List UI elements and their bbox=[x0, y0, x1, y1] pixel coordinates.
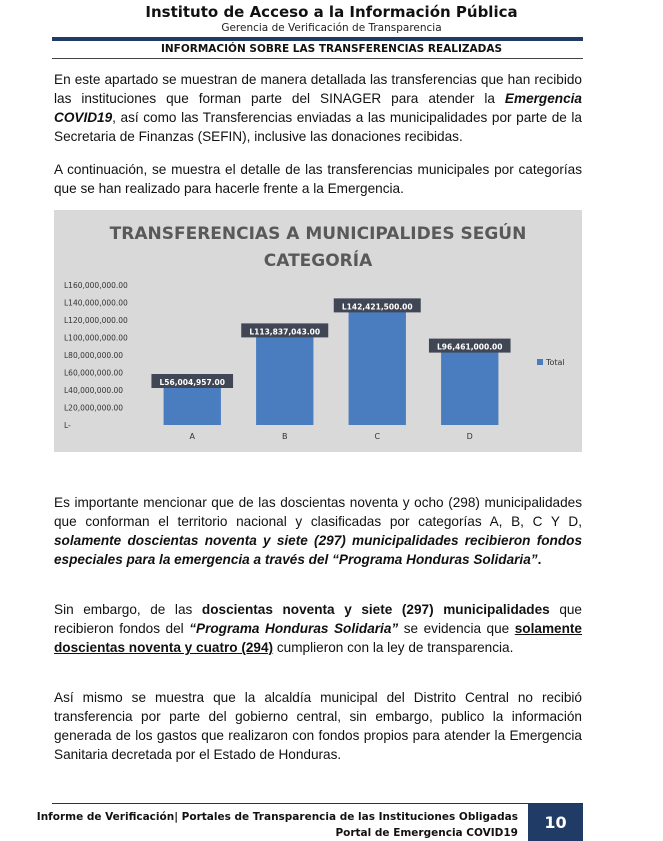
comp-text-e: se evidencia que bbox=[398, 621, 515, 636]
comp-program-name: “Programa Honduras Solidaria” bbox=[189, 621, 399, 636]
footer-report-name: Informe de Verificación| Portales de Transparencia de las Instituciones Obligadas bbox=[36, 811, 518, 823]
paragraph-municipalities bbox=[54, 493, 582, 569]
intro-text-a: En este apartado se muestran de manera detallada las transferencias que han recibido las instituciones que forman parte del SINAGER para atender la bbox=[54, 72, 582, 106]
page-number: 10 bbox=[528, 804, 583, 841]
bar-category-d bbox=[441, 341, 498, 425]
muni-text-c: . bbox=[537, 552, 542, 567]
y-tick-label: L120,000,000.00 bbox=[64, 316, 128, 325]
x-tick-label: B bbox=[282, 432, 288, 441]
x-tick-label: C bbox=[374, 432, 381, 441]
x-tick-label: A bbox=[189, 432, 195, 441]
transfer-chart bbox=[54, 210, 582, 452]
report-title: Instituto de Acceso a la Información Pública bbox=[145, 3, 518, 21]
footer-rule bbox=[52, 803, 583, 804]
chart-title-line-1: TRANSFERENCIAS A MUNICIPALIDES SEGÚN bbox=[109, 224, 527, 244]
intro-text-c: , así como las Transferencias enviadas a las municipalidades por parte de la Secretaria de Finanzas (SEFIN), inclusive las donaciones recibidas. bbox=[54, 110, 582, 144]
y-tick-label: L20,000,000.00 bbox=[64, 403, 124, 413]
y-tick-label: L60,000,000.00 bbox=[64, 368, 124, 378]
y-tick-label: L40,000,000.00 bbox=[64, 386, 124, 395]
section-rule bbox=[52, 58, 583, 59]
data-label: L113,837,043.00 bbox=[249, 327, 321, 337]
y-tick-label: L140,000,000.00 bbox=[64, 298, 128, 308]
data-label: L56,004,957.00 bbox=[159, 377, 226, 387]
bar-category-b bbox=[256, 325, 313, 425]
data-label: L142,421,500.00 bbox=[341, 302, 413, 312]
chart-title-line-2: CATEGORÍA bbox=[263, 251, 373, 271]
section-heading: INFORMACIÓN SOBRE LAS TRANSFERENCIAS REALIZADAS bbox=[160, 43, 503, 55]
y-tick-label: L- bbox=[64, 421, 71, 430]
intro-emphasis: Emergencia COVID19 bbox=[54, 91, 582, 125]
comp-text-g: cumplieron con la ley de transparencia. bbox=[273, 640, 514, 655]
bar-category-c bbox=[349, 300, 406, 425]
x-tick-label: D bbox=[466, 432, 473, 441]
legend-swatch bbox=[537, 359, 543, 365]
transfer-chart-svg bbox=[54, 210, 582, 452]
footer-portal-name: Portal de Emergencia COVID19 bbox=[335, 827, 518, 839]
legend-label: Total bbox=[546, 358, 565, 367]
comp-underlined-count: solamente doscientas noventa y cuatro (294) bbox=[54, 621, 582, 655]
paragraph-compliance bbox=[54, 600, 582, 657]
data-label: L96,461,000.00 bbox=[436, 342, 503, 352]
muni-emphasis: solamente doscientas noventa y siete (297) municipalidades recibieron fondos especiales para la emergencia a través del “Programa Honduras Solidaria” bbox=[54, 533, 582, 567]
y-tick-label: L80,000,000.00 bbox=[64, 351, 124, 360]
comp-bold-b: doscientas noventa y siete (297) municipalidades bbox=[201, 602, 550, 617]
comp-text-c: que recibieron fondos del bbox=[54, 602, 582, 636]
header-rule bbox=[52, 37, 583, 41]
y-tick-label: L100,000,000.00 bbox=[64, 333, 128, 343]
paragraph-distrito-central: Así mismo se muestra que la alcaldía municipal del Distrito Central no recibió transferencia por parte del gobierno central, sin embargo, publico la información generada de los gastos que realizaron con fondos propios para atender la Emergencia Sanitaria decretada por el Estado de Honduras. bbox=[54, 690, 582, 762]
muni-text-a: Es importante mencionar que de las doscientas noventa y ocho (298) municipalidades que conforman el territorio nacional y clasificadas por categorías A, B, C Y D, bbox=[54, 495, 582, 529]
comp-text-a: Sin embargo, de las bbox=[54, 602, 202, 617]
paragraph-intro bbox=[54, 70, 582, 146]
y-tick-label: L160,000,000.00 bbox=[64, 281, 128, 290]
report-subtitle: Gerencia de Verificación de Transparencia bbox=[221, 22, 442, 34]
paragraph-continuation: A continuación, se muestra el detalle de las transferencias municipales por categorías que se han realizado para hacerle frente a la Emergencia. bbox=[54, 162, 582, 196]
